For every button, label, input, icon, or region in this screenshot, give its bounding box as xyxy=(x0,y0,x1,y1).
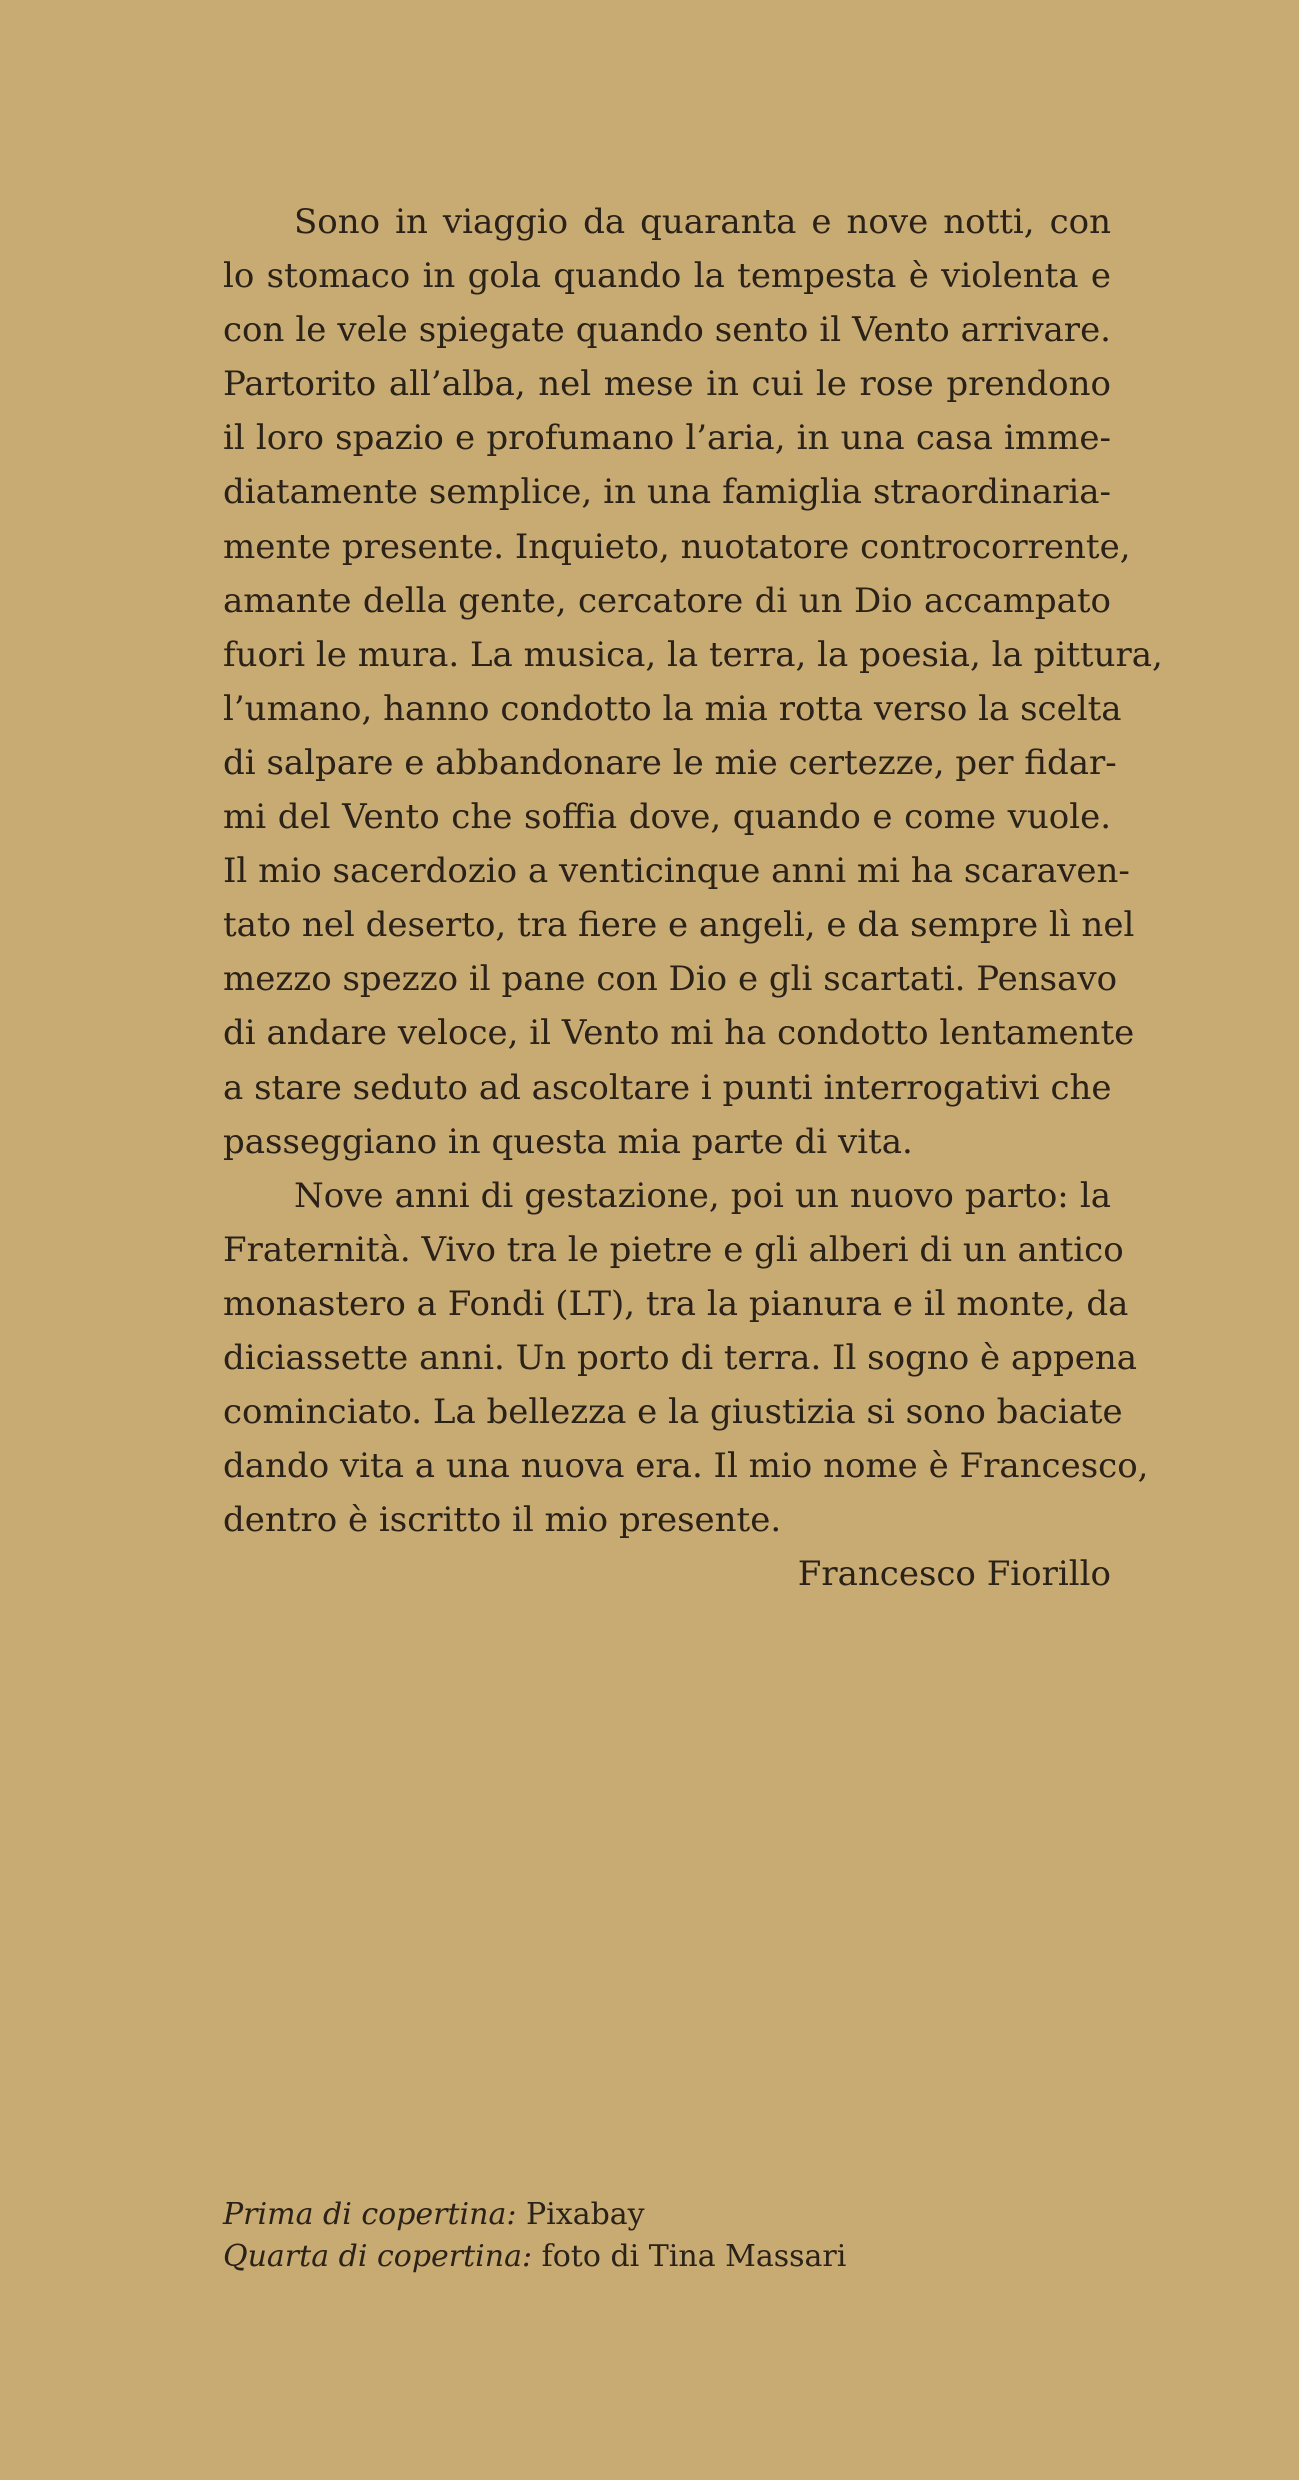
text-line: passeggiano in questa mia parte di vita. xyxy=(223,1121,913,1162)
text-line: Nove anni di gestazione, poi un nuovo parto: la xyxy=(294,1175,1111,1216)
author-biography xyxy=(223,195,1163,1601)
image-credits xyxy=(223,2194,846,2278)
biography-paragraph-1 xyxy=(223,195,1163,1169)
text-line: lo stomaco in gola quando la tempesta è violenta e xyxy=(223,256,1111,297)
author-signature: Francesco Fiorillo xyxy=(797,1554,1111,1595)
back-cover-credit-value: foto di Tina Massari xyxy=(541,2239,847,2274)
front-cover-credit-role: Prima di copertina: xyxy=(223,2197,517,2232)
text-line: monastero a Fondi (LT), tra la pianura e il monte, da xyxy=(223,1283,1129,1324)
text-line: Il mio sacerdozio a venticinque anni mi ha scaraven- xyxy=(223,851,1130,892)
text-line: Fraternità. Vivo tra le pietre e gli alberi di un antico xyxy=(223,1229,1124,1270)
text-line: dentro è iscritto il mio presente. xyxy=(223,1500,782,1541)
text-line: Sono in viaggio da quaranta e nove notti, con xyxy=(294,202,1111,242)
text-line: il loro spazio e profumano l’aria, in una casa imme- xyxy=(223,418,1111,459)
biography-paragraph-2 xyxy=(223,1169,1149,1548)
text-line: Partorito all’alba, nel mese in cui le rose prendono xyxy=(223,364,1111,405)
text-line: diatamente semplice, in una famiglia straordinaria- xyxy=(223,472,1111,513)
text-line: amante della gente, cercatore di un Dio accampato xyxy=(223,580,1111,621)
text-line: mi del Vento che soffia dove, quando e come vuole. xyxy=(223,797,1111,838)
text-line: mezzo spezzo il pane con Dio e gli scartati. Pensavo xyxy=(223,959,1118,1000)
text-line: di andare veloce, il Vento mi ha condotto lentamente xyxy=(223,1013,1135,1054)
text-line: mente presente. Inquieto, nuotatore controcorrente, xyxy=(223,526,1131,567)
text-line: diciassette anni. Un porto di terra. Il sogno è appena xyxy=(223,1337,1138,1378)
text-line: cominciato. La bellezza e la giustizia si sono baciate xyxy=(223,1392,1123,1433)
text-line: tato nel deserto, tra fiere e angeli, e da sempre lì nel xyxy=(223,905,1135,946)
front-cover-credit-value: Pixabay xyxy=(526,2197,645,2232)
text-line: l’umano, hanno condotto la mia rotta verso la scelta xyxy=(223,688,1122,729)
text-line: con le vele spiegate quando sento il Vento arrivare. xyxy=(223,310,1111,351)
text-line: di salpare e abbandonare le mie certezze, per fidar- xyxy=(223,742,1117,783)
text-line: a stare seduto ad ascoltare i punti interrogativi che xyxy=(223,1067,1112,1108)
back-cover-credit-role: Quarta di copertina: xyxy=(223,2239,533,2274)
text-line: fuori le mura. La musica, la terra, la poesia, la pittura, xyxy=(223,634,1163,675)
text-line: dando vita a una nuova era. Il mio nome è Francesco, xyxy=(223,1446,1149,1487)
front-cover-credit xyxy=(223,2194,846,2236)
back-cover-credit xyxy=(223,2236,846,2278)
